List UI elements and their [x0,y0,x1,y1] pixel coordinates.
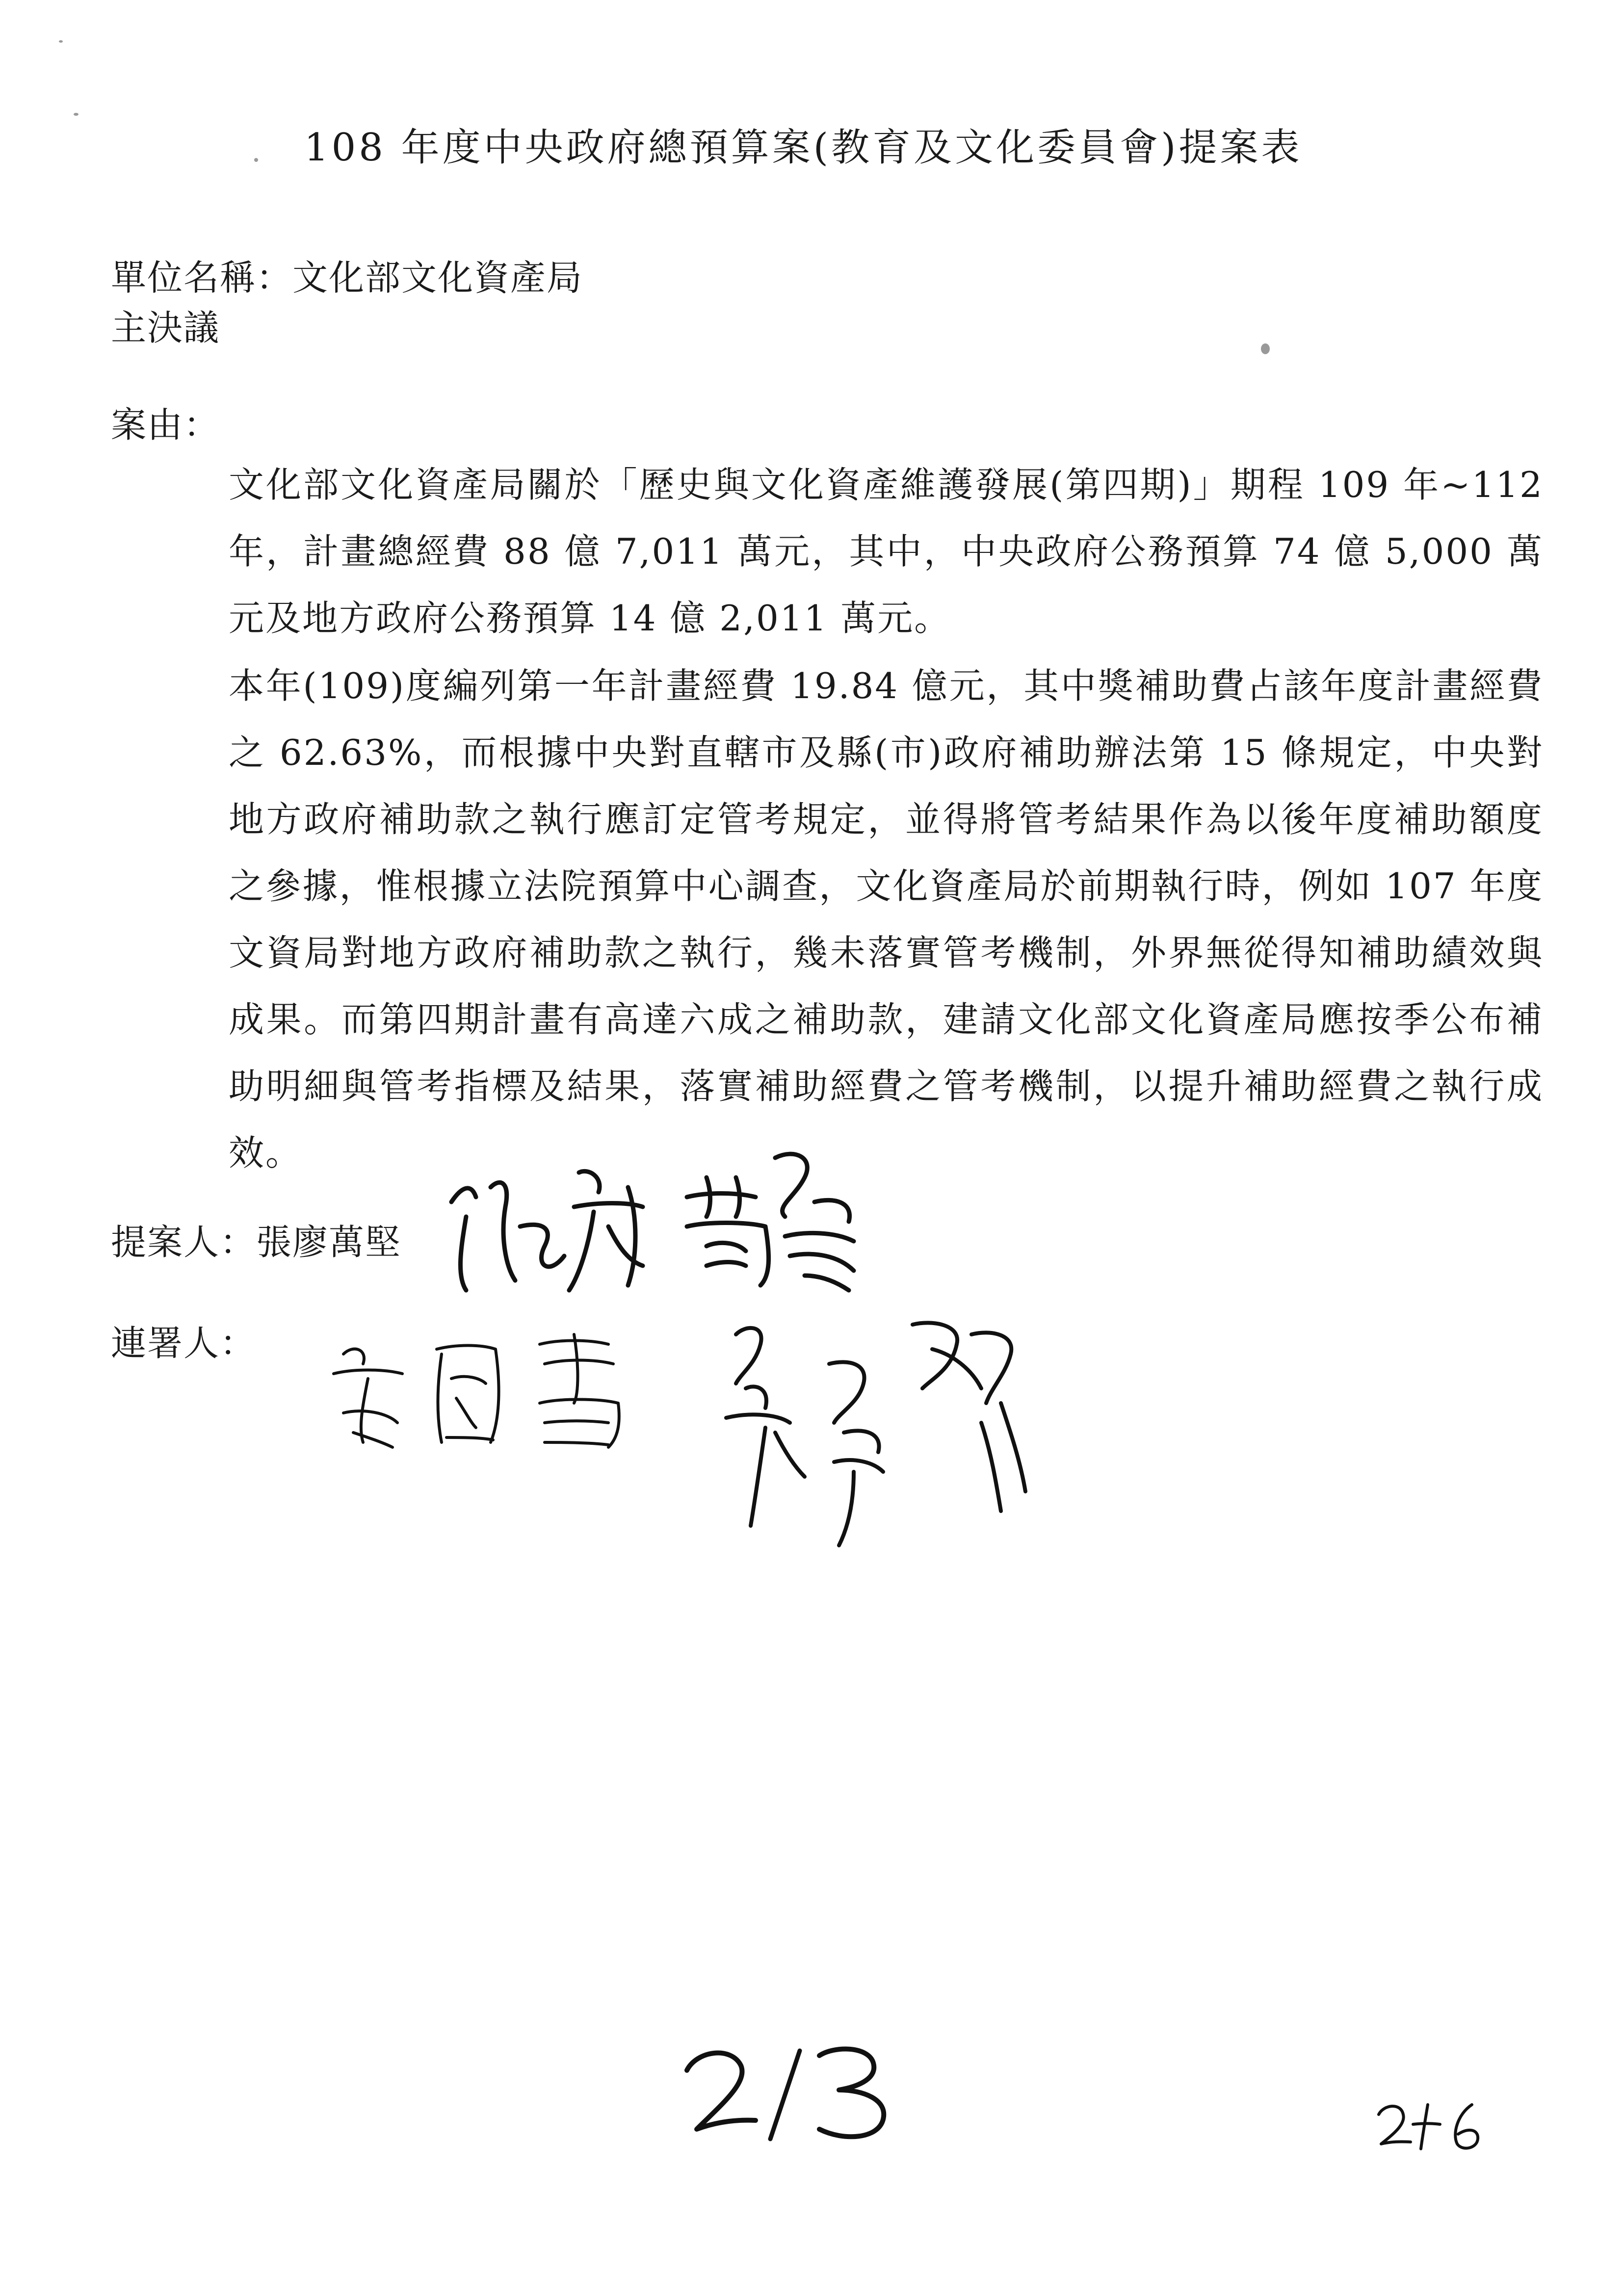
scan-speck [59,40,63,43]
case-paragraph-1: 文化部文化資產局關於「歷史與文化資產維護發展(第四期)」期程 109 年~112 年，計畫總經費 88 億 7,011 萬元，其中，中央政府公務預算 74 億 5,000 萬元及地方政府公務預算 14 億 2,011 萬元。 [229,464,1544,639]
page-number-216 [1374,2095,1492,2154]
scan-speck [74,113,79,116]
case-label: 案由： [111,404,220,445]
proposer-label: 提案人：張廖萬堅 [111,1222,402,1263]
cosigner-signature-1 [314,1315,657,1462]
cosigner-label: 連署人： [111,1323,257,1364]
unit-name: 單位名稱：文化部文化資產局 [111,257,583,298]
cosigner-signature-2 [707,1305,1050,1560]
scan-speck [254,158,258,162]
case-paragraph-2: 本年(109)度編列第一年計畫經費 19.84 億元，其中獎補助費占該年度計畫經費之 62.63%，而根據中央對直轄市及縣(市)政府補助辦法第 15 條規定，中央對地方政府補助款之執行應訂定管考規定，並得將管考結果作為以後年度補助額度之參據，惟根據立法院預算中心調查，文化資產局於前期執行時，例如 107 年度文資局對地方政府補助款之執行，幾未落實管考機制，外界無從得知補助績效與成果。而第四期計畫有高達六成之補助款，建請文化部文化資產局應按季公布補助明細與管考指標及結果，落實補助經費之管考機制，以提升補助經費之執行成效。 [229,665,1544,1174]
document-title: 108 年度中央政府總預算案(教育及文化委員會)提案表 [304,126,1303,170]
main-decision-label: 主決議 [111,307,220,348]
page-number-213 [677,2036,903,2149]
proposer-signature [432,1128,873,1305]
scan-speck [1261,343,1270,354]
